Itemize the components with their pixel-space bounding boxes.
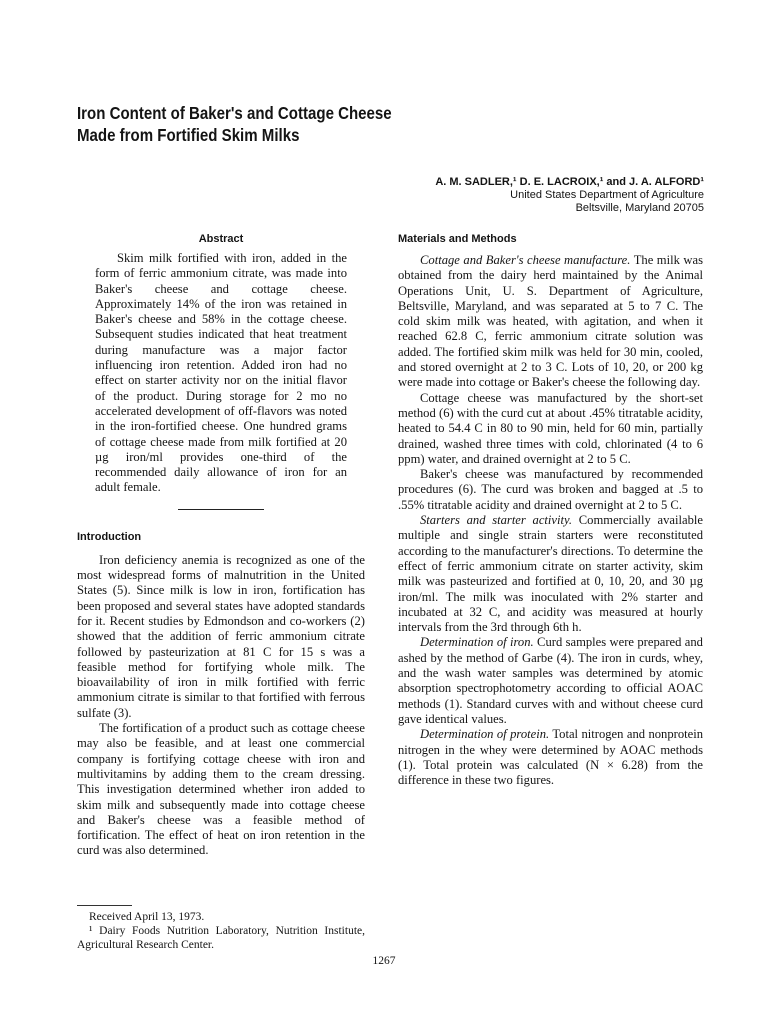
author-block — [284, 176, 704, 215]
received-date: Received April 13, 1973. — [89, 911, 205, 923]
abstract-text: Skim milk fortified with iron, added in the form of ferric ammonium citrate, was made into Baker's cheese and cottage cheese. Approximately 14% of the iron was retained in Baker's cheese and 58% in the cottage cheese. Subsequent studies indicated that heat treatment during manufacture was a major factor influencing iron retention. Added iron had no effect on starter activity nor on the initial flavor of the product. During storage for 2 mo no accelerated development of off-flavors was noted in the iron-fortified cheese. One hundred grams of cottage cheese made from milk fortified at 20 µg iron/ml provides one-third of the recommended daily allowance of iron for an adult female. — [95, 251, 347, 495]
title-line-1: Iron Content of Baker's and Cottage Cheese — [77, 103, 392, 123]
author-location: Beltsville, Maryland 20705 — [575, 202, 704, 214]
starters-paragraph — [398, 513, 703, 635]
left-column — [77, 232, 365, 859]
introduction-heading: Introduction — [77, 530, 142, 543]
manufacture-subheading: Cottage and Baker's cheese manufacture. — [420, 253, 631, 267]
introduction-paragraph-2: The fortification of a product such as cottage cheese may also be feasible, and at least one commercial company is fortifying cottage cheese with iron and multivitamins by adding them to the cream dressing. This investigation determined whether iron added to skim milk and subsequently made into cottage cheese and Baker's cheese was a feasible method of fortification. The effect of heat on iron retention in the curd was also determined. — [77, 721, 365, 858]
footnote-divider — [77, 905, 132, 906]
right-column — [398, 232, 703, 788]
iron-text: Curd samples were prepared and ashed by the method of Garbe (4). The iron in curds, whey, and the wash water samples was determined by atomic absorption spectrophotometry according to official AOAC methods (1). Standard curves with and without cheese curd gave identical values. — [398, 635, 703, 726]
page-number: 1267 — [372, 955, 396, 967]
manufacture-text: The milk was obtained from the dairy herd maintained by the Animal Operations Unit, U. S. Department of Agriculture, Beltsville, Maryland, and was separated at 5 to 7 C. The cold skim milk was heated, with agitation, and when it reached 62.8 C, ferric ammonium citrate solution was added. The fortified skim milk was held for 30 min, cooled, and stored overnight at 2 to 3 C. Lots of 10, 20, or 200 kg were made into cottage or Baker's cheese the following day. — [398, 253, 703, 390]
protein-text: Total nitrogen and nonprotein nitrogen in the whey were determined by AOAC methods (1). Total protein was calculated (N × 6.28) from the difference in these two figures. — [398, 727, 704, 788]
section-divider — [178, 509, 264, 510]
starters-subheading: Starters and starter activity. — [420, 513, 573, 528]
title-line-2: Made from Fortified Skim Milks — [77, 125, 300, 145]
footnotes — [77, 905, 365, 952]
introduction-paragraph-1: Iron deficiency anemia is recognized as one of the most widespread forms of malnutrition in the United States (5). Since milk is low in iron, fortification has been proposed and several states have adopted standards for it. Recent studies by Edmondson and co-workers (2) showed that the addition of ferric ammonium citrate followed by pasteurization at 81 C for 15 s was a feasible method for fortifying whole milk. The bioavailability of iron in milk fortified with ferric ammonium citrate is similar to that fortified with ferrous sulfate (3). — [77, 552, 365, 720]
affiliation-footnote: ¹ Dairy Foods Nutrition Laboratory, Nutrition Institute, Agricultural Research Center. — [77, 925, 365, 951]
cottage-paragraph: Cottage cheese was manufactured by the short-set method (6) with the curd cut at about .45% titratable acidity, heated to 54.4 C in 80 to 90 min, held for 60 min, partially drained, washed three times with cold, chlorinated (4 to 6 ppm) water, and drained overnight at 2 to 5 C. — [398, 390, 703, 466]
article-title — [77, 102, 438, 146]
protein-subheading: Determination of protein. — [420, 727, 550, 742]
protein-paragraph — [398, 727, 703, 788]
iron-subheading: Determination of iron. — [420, 635, 534, 650]
abstract-heading: Abstract — [198, 233, 244, 245]
manufacture-paragraph — [398, 253, 703, 391]
author-names: A. M. SADLER,¹ D. E. LACROIX,¹ and J. A. ALFORD¹ — [435, 176, 704, 188]
starters-text: Commercially available multiple and single strain starters were reconstituted according to the manufacturer's directions. To determine the effect of ferric ammonium citrate on starter activity, skim milk was pasteurized and fortified at 0, 10, 20, and 30 µg iron/ml. The milk was inoculated with 2% starter and incubated at 32 C, and acidity was measured at hourly intervals from the 3rd through 6th h. — [398, 513, 703, 635]
author-affiliation: United States Department of Agriculture — [510, 189, 704, 201]
bakers-paragraph: Baker's cheese was manufactured by recommended procedures (6). The curd was broken and bagged at .5 to .55% titratable acidity and drained overnight at 2 to 5 C. — [398, 467, 703, 512]
methods-heading: Materials and Methods — [398, 233, 517, 245]
iron-paragraph — [398, 635, 703, 727]
